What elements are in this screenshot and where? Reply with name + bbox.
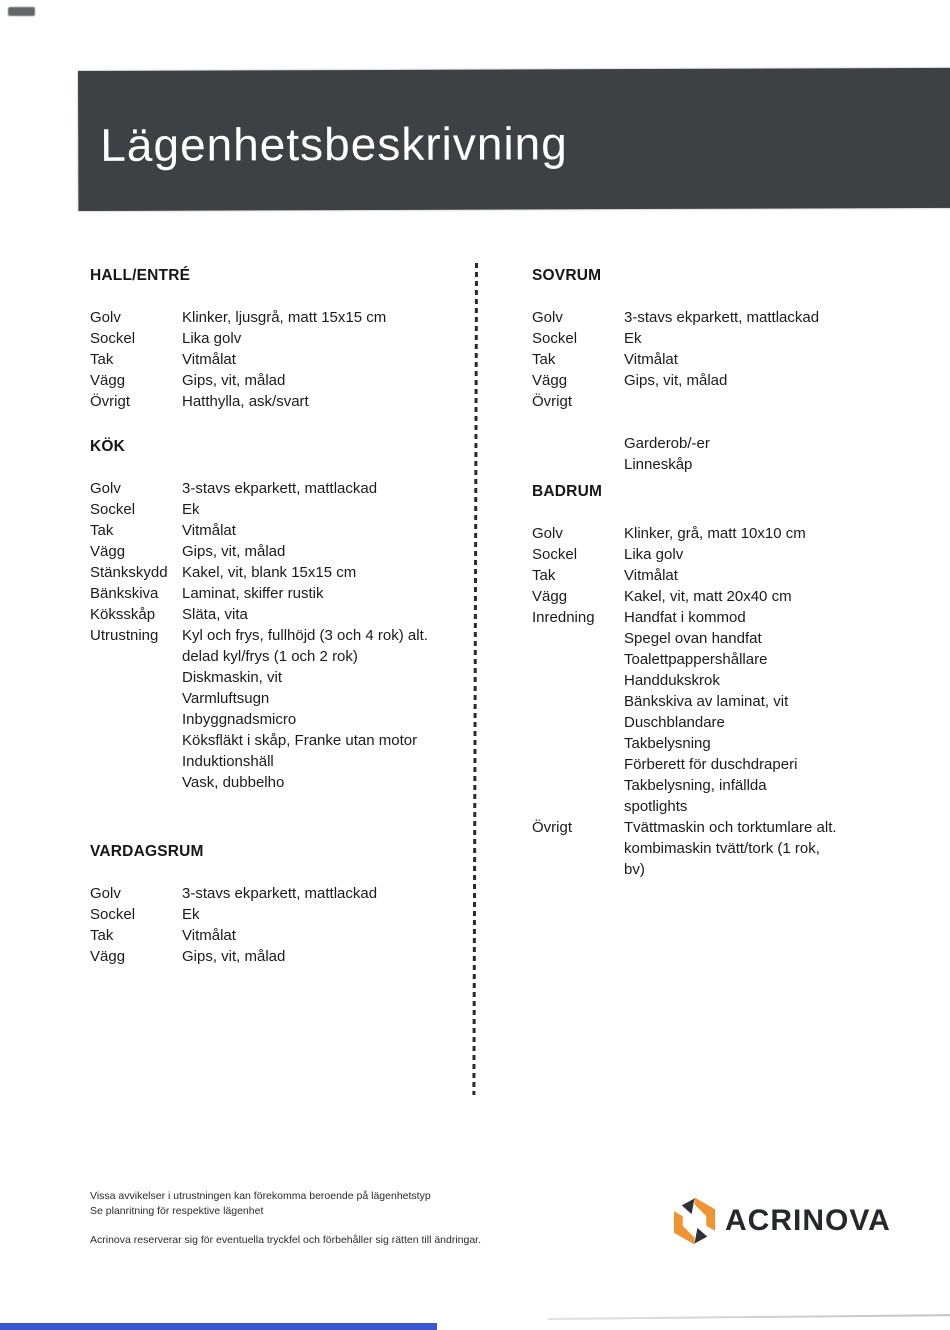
spec-row-k-k-v-gg (90, 541, 466, 562)
spec-row-vardagsrum-golv (90, 883, 466, 904)
spec-value-line: Gips, vit, målad (624, 372, 728, 389)
spec-value (182, 883, 466, 904)
spec-row-sovrum-sockel (532, 328, 922, 349)
spec-label: Golv (90, 885, 121, 902)
spec-value-line: Köksfläkt i skåp, Franke utan motor (182, 732, 418, 749)
section-vardagsrum (90, 841, 466, 967)
section-badrum (532, 481, 922, 880)
spec-label: Övrigt (90, 393, 131, 410)
spec-row-sovrum-tak (532, 349, 922, 370)
spec-value-line: Klinker, ljusgrå, matt 15x15 cm (182, 309, 387, 326)
footer-notes (90, 1189, 530, 1248)
spec-value-line: Kyl och frys, fullhöjd (3 och 4 rok) alt. (182, 627, 428, 644)
spec-row-hall-entr-golv (90, 307, 466, 328)
spec-value-line: Induktionshäll (182, 753, 274, 770)
spec-value (182, 625, 466, 793)
spec-value (624, 586, 922, 607)
spec-row-sovrum-v-gg (532, 370, 922, 391)
section-k-k (90, 436, 466, 793)
spec-value (182, 583, 466, 604)
spec-label: Golv (90, 480, 121, 497)
spec-label: Köksskåp (90, 606, 156, 623)
spec-value-line: Bänkskiva av laminat, vit (624, 693, 789, 710)
spec-value-line: 3-stavs ekparkett, mattlackad (182, 480, 378, 497)
page-title: Lägenhetsbeskrivning (100, 117, 568, 171)
spec-value-line: Vitmålat (182, 351, 236, 368)
spec-row-k-k-utrustning (90, 625, 466, 793)
spec-label: Golv (532, 309, 563, 326)
spec-label: Tak (532, 351, 556, 368)
spec-value-line: Gips, vit, målad (182, 948, 286, 965)
spec-value-line: Vitmålat (182, 522, 236, 539)
spec-value-line: Klinker, grå, matt 10x10 cm (624, 525, 806, 542)
spec-label: Golv (90, 309, 121, 326)
spec-value-line: Diskmaskin, vit (182, 669, 283, 686)
spec-row-hall-entr-v-gg (90, 370, 466, 391)
spec-row-k-k-b-nkskiva (90, 583, 466, 604)
spec-value (182, 391, 466, 412)
left-column (90, 265, 466, 991)
spec-row-badrum-inredning (532, 607, 922, 817)
spec-value (182, 520, 466, 541)
spec-value-line: Ek (182, 906, 200, 923)
section-title-vardagsrum: VARDAGSRUM (90, 843, 204, 860)
section-title-k-k: KÖK (90, 438, 126, 455)
spec-value-line: Garderob/-er (624, 435, 710, 452)
spec-row-badrum-tak (532, 565, 922, 586)
spec-row-k-k-k-kssk-p (90, 604, 466, 625)
section-sovrum (532, 265, 922, 475)
spec-label: Tak (532, 567, 556, 584)
spec-row-sovrum-vrigt (532, 391, 922, 475)
column-divider-dashed-line (472, 263, 478, 1095)
spec-value (624, 307, 922, 328)
spec-row-badrum-v-gg (532, 586, 922, 607)
header-banner (78, 68, 950, 211)
section-hall-entr (90, 265, 466, 412)
spec-value-line: Lika golv (182, 330, 242, 347)
spec-label: Vägg (90, 372, 126, 389)
spec-value-line: Vitmålat (182, 927, 236, 944)
spec-value (182, 370, 466, 391)
spec-value-line: Duschblandare (624, 714, 725, 731)
spec-value-line: Ek (624, 330, 642, 347)
spec-value (624, 523, 922, 544)
spec-label: Golv (532, 525, 563, 542)
spec-value (182, 562, 466, 583)
footer-disclaimer-line-1: Vissa avvikelser i utrustningen kan förekomma beroende på lägenhetstyp (90, 1190, 431, 1202)
spec-value-line: Kakel, vit, blank 15x15 cm (182, 564, 357, 581)
spec-value (624, 817, 922, 880)
spec-value-line: Linneskåp (624, 456, 693, 473)
spec-label: Vägg (90, 543, 126, 560)
spec-row-sovrum-golv (532, 307, 922, 328)
spec-row-k-k-sockel (90, 499, 466, 520)
spec-label: Sockel (532, 546, 578, 563)
spec-value (182, 499, 466, 520)
spec-value (624, 349, 922, 370)
spec-row-k-k-golv (90, 478, 466, 499)
spec-value-line: Kakel, vit, matt 20x40 cm (624, 588, 792, 605)
spec-row-vardagsrum-v-gg (90, 946, 466, 967)
spec-value-line: Gips, vit, målad (182, 543, 286, 560)
spec-label: Tak (90, 522, 114, 539)
footer-disclaimer-line-2: Se planritning för respektive lägenhet (90, 1205, 264, 1217)
spec-value-line: 3-stavs ekparkett, mattlackad (182, 885, 378, 902)
spec-label: Utrustning (90, 627, 159, 644)
spec-row-hall-entr-tak (90, 349, 466, 370)
spec-label: Vägg (532, 588, 568, 605)
spec-label: Sockel (90, 501, 136, 518)
spec-value-line: bv) (624, 861, 645, 878)
spec-value (624, 544, 922, 565)
spec-value (182, 328, 466, 349)
acrinova-logo (671, 1196, 891, 1246)
spec-value-line: Spegel ovan handfat (624, 630, 762, 647)
scan-artifact-speck (8, 7, 35, 16)
spec-value-line: Takbelysning (624, 735, 711, 752)
spec-value (182, 478, 466, 499)
spec-value-line: Lika golv (624, 546, 684, 563)
spec-value-line: Vask, dubbelho (182, 774, 285, 791)
spec-value (624, 328, 922, 349)
section-title-sovrum: SOVRUM (532, 267, 602, 284)
spec-value-line: Hatthylla, ask/svart (182, 393, 309, 410)
spec-label: Inredning (532, 609, 595, 626)
spec-label: Sockel (90, 906, 136, 923)
spec-label: Sockel (532, 330, 578, 347)
acrinova-hexagon-icon (671, 1196, 718, 1246)
spec-value-line: Inbyggnadsmicro (182, 711, 297, 728)
spec-value (182, 904, 466, 925)
spec-row-vardagsrum-tak (90, 925, 466, 946)
spec-label: Vägg (532, 372, 568, 389)
spec-value (624, 565, 922, 586)
spec-label: Övrigt (532, 393, 573, 410)
spec-value-line: delad kyl/frys (1 och 2 rok) (182, 648, 358, 665)
spec-value (624, 370, 922, 391)
spec-label: Sockel (90, 330, 136, 347)
right-column (532, 265, 922, 904)
spec-row-badrum-golv (532, 523, 922, 544)
spec-value-line: Takbelysning, infällda (624, 777, 767, 794)
spec-label: Övrigt (532, 819, 573, 836)
spec-value-line: Ek (182, 501, 200, 518)
spec-row-badrum-vrigt (532, 817, 922, 880)
spec-row-badrum-sockel (532, 544, 922, 565)
spec-value-line: Handfat i kommod (624, 609, 746, 626)
spec-value-line (624, 391, 922, 412)
spec-value-line: Laminat, skiffer rustik (182, 585, 324, 602)
spec-value (182, 604, 466, 625)
spec-value (182, 349, 466, 370)
spec-value (182, 925, 466, 946)
spec-value-line: Släta, vita (182, 606, 248, 623)
spec-value (624, 607, 922, 817)
section-title-badrum: BADRUM (532, 483, 603, 500)
spec-label: Tak (90, 927, 114, 944)
spec-row-hall-entr-vrigt (90, 391, 466, 412)
spec-value-line: Varmluftsugn (182, 690, 270, 707)
spec-value-line: spotlights (624, 798, 688, 815)
spec-value (182, 541, 466, 562)
spec-row-k-k-tak (90, 520, 466, 541)
spec-value-line: Vitmålat (624, 351, 678, 368)
spec-value-line: 3-stavs ekparkett, mattlackad (624, 309, 820, 326)
spec-value-line: Gips, vit, målad (182, 372, 286, 389)
spec-value-line: Förberett för duschdraperi (624, 756, 798, 773)
spec-label: Stänkskydd (90, 564, 168, 581)
spec-label: Tak (90, 351, 114, 368)
spec-value-line (624, 412, 922, 433)
acrinova-logo-text: ACRINOVA (725, 1204, 891, 1237)
spec-value-line: Tvättmaskin och torktumlare alt. (624, 819, 837, 836)
spec-label: Vägg (90, 948, 126, 965)
scan-artifact-line (548, 1314, 950, 1319)
spec-value-line: Handdukskrok (624, 672, 720, 689)
spec-value-line: Vitmålat (624, 567, 678, 584)
spec-row-k-k-st-nkskydd (90, 562, 466, 583)
spec-value (624, 391, 922, 475)
spec-row-hall-entr-sockel (90, 328, 466, 349)
footer-reservation: Acrinova reserverar sig för eventuella tryckfel och förbehåller sig rätten till ändringar. (90, 1234, 482, 1246)
spec-label: Bänkskiva (90, 585, 159, 602)
spec-value-line: kombimaskin tvätt/tork (1 rok, (624, 840, 820, 857)
spec-value (182, 307, 466, 328)
spec-value (182, 946, 466, 967)
bottom-accent-bar (0, 1323, 437, 1330)
section-title-hall-entr: HALL/ENTRÉ (90, 267, 191, 284)
spec-value-line: Toalettpappershållare (624, 651, 768, 668)
spec-row-vardagsrum-sockel (90, 904, 466, 925)
